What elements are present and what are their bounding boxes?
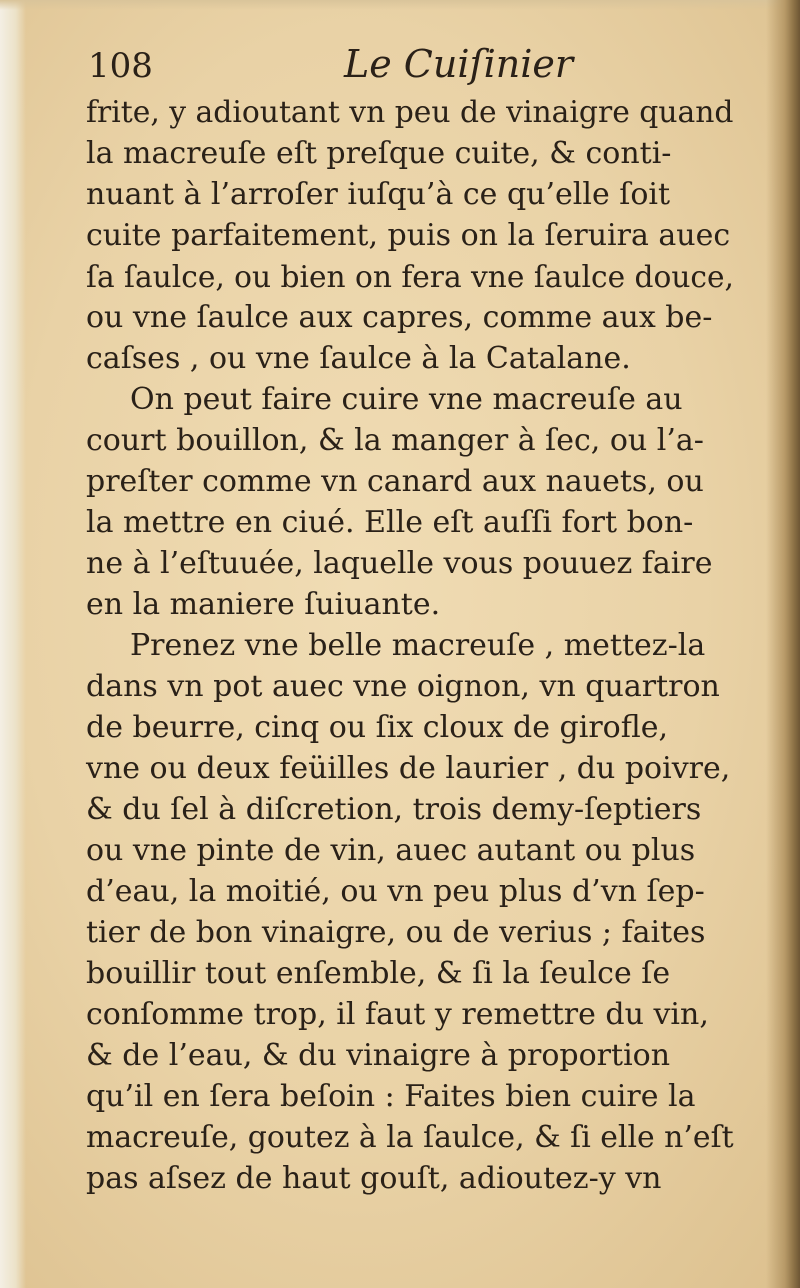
text-line: qu’il en ſera beſoin : Faites bien cuire la [86,1079,696,1114]
paragraph-start-line: On peut faire cuire vne macreuſe au [130,382,683,417]
text-line: cuite parfaitement, puis on la ſeruira auec [86,218,731,253]
page-gutter-shadow [766,0,800,1288]
text-line: vne ou deux feüilles de laurier , du poivre, [86,751,731,786]
text-line: dans vn pot auec vne oignon, vn quartron [86,669,720,704]
page-number: 108 [88,46,153,86]
text-line: & du ſel à diſcretion, trois demy-ſeptiers [86,792,702,827]
running-title: Le Cuiſinier [344,42,574,86]
text-line: pas aſsez de haut gouſt, adioutez-y vn [86,1161,662,1196]
text-line: caſses , ou vne ſaulce à la Catalane. [86,341,631,376]
text-line: d’eau, la moitié, ou vn peu plus d’vn ſep- [86,874,705,909]
text-line: tier de bon vinaigre, ou de verius ; faites [86,915,706,950]
text-line: court bouillon, & la manger à ſec, ou l’a- [86,423,704,458]
text-line: preſter comme vn canard aux nauets, ou [86,464,704,499]
text-line: bouillir tout enſemble, & ſi la ſeulce ſe [86,956,671,991]
text-line: & de l’eau, & du vinaigre à proportion [86,1038,671,1073]
text-line: la macreuſe eſt preſque cuite, & conti- [86,136,672,171]
text-line: en la maniere ſuiuante. [86,587,441,622]
text-line: de beurre, cinq ou ſix cloux de girofle, [86,710,669,745]
text-line: la mettre en ciué. Elle eſt auſſi fort bon- [86,505,694,540]
text-line: ne à l’eſtuuée, laquelle vous pouuez faire [86,546,713,581]
page-header [88,42,728,90]
page-top-edge [0,0,800,10]
text-line: nuant à l’arroſer iuſqu’à ce qu’elle ſoit [86,177,671,212]
text-line: frite, y adioutant vn peu de vinaigre quand [86,95,734,130]
page-left-margin [0,0,26,1288]
text-line: conſomme trop, il faut y remettre du vin, [86,997,709,1032]
text-line: ou vne ſaulce aux capres, comme aux be- [86,300,713,335]
text-line: macreuſe, goutez à la ſaulce, & ſi elle n’eſt [86,1120,734,1155]
paragraph-start-line: Prenez vne belle macreuſe , mettez-la [130,628,706,663]
text-line: ou vne pinte de vin, auec autant ou plus [86,833,696,868]
text-line: ſa ſaulce, ou bien on fera vne ſaulce douce, [86,259,734,294]
body-text [86,92,734,1199]
